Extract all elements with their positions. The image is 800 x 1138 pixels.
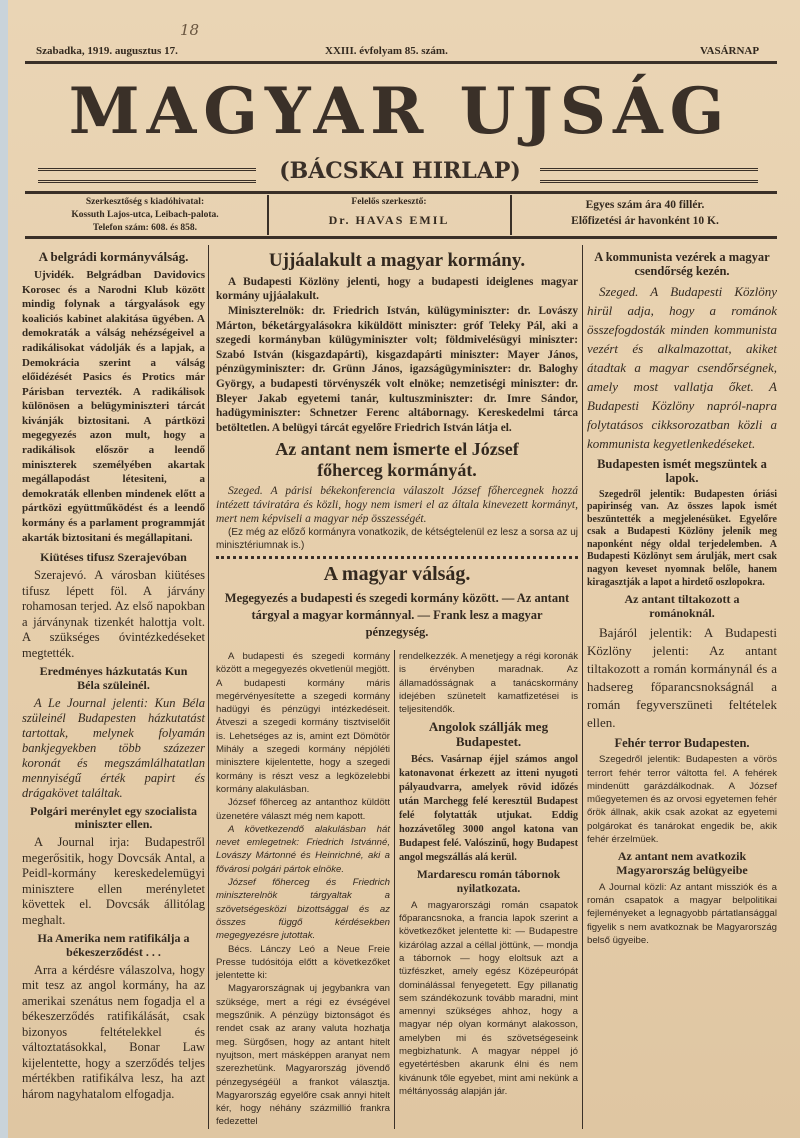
newspaper-subtitle: (BÁCSKAI HIRLAP) — [279, 158, 521, 184]
headline: Polgári merénylet egy szocialista miniszter ellen. — [30, 803, 197, 832]
article-typhus — [22, 551, 205, 661]
middle-column-b — [399, 650, 578, 1098]
article-body: József főherceg és Friedrich miniszterelnök tárgyaltak a szövetségesközi bizottsággal és az összes függő kérdésekben megegyezésre jutottak. — [216, 877, 390, 942]
headline: Budapesten ismét megszüntek a lapok. — [597, 456, 767, 486]
article-body: József főherceg az antanthoz küldött üzenetére választ még nem kapott. — [216, 797, 390, 822]
article-body: Arra a kérdésre válaszolva, hogy mit tesz az angol kormány, ha az amerikai szenátus nem fogadja el a békeszerződés ratifikálását, csak bizonyos feltételekkel és változtatásokkal, Bonar Law kijelentette, hogy a szerződés teljes mértékben ratifikálva lesz, ha azt három nagyhatalom elfogadja. — [22, 962, 205, 1101]
article-white-terror — [587, 736, 777, 846]
article-body: rendelkezzék. A menetjegy a régi koronák is érvényben maradnak. Az államadósságnak a tanácskormány idejében szünetelt kamatfizetései is teljesitendők. — [399, 651, 578, 716]
newspaper-title: MAGYAR UJSÁG — [68, 74, 732, 149]
price-subscription: Előfizetési ár havonként 10 K. — [571, 215, 719, 227]
article-kun-bela-search — [22, 665, 205, 801]
editor-name: Dr. HAVAS EMIL — [328, 213, 450, 227]
issue-volume: XXIII. évfolyam 85. szám. — [325, 45, 448, 57]
section-separator — [216, 556, 578, 559]
headline: Az antant tiltakozott a románoknál. — [624, 592, 740, 621]
article-entente-not-recognized — [216, 439, 578, 551]
ornament-rule-right — [540, 168, 758, 183]
masthead-bottom-rule — [25, 236, 777, 239]
article-body: Bécs. Lánczy Leó a Neue Freie Presse tudósitója előtt a következőket jelentette ki: — [216, 943, 390, 982]
middle-column-a — [216, 650, 390, 1129]
article-belgrade-crisis — [22, 250, 205, 545]
article-body: Szeged. A párisi békekonferencia válaszolt József főhercegnek hozzá intézett táviratára és közli, hogy nem ismeri el az általa kinevezett kormányt, mert nem képviseli a magyar nép összességét. — [216, 484, 578, 525]
article-body: A Journal irja: Budapestről megerősitik, hogy Dovcsák Antal, a Peidl-kormány kereskedelemügyi minisztere ellen merényletet követtek el. Dovcsák állitólag meghalt. — [22, 835, 205, 927]
headline: Mardarescu román tábornok nyilatkozata. — [416, 869, 561, 895]
middle-column-top — [216, 246, 578, 644]
headline: A kommunista vezérek a magyar csendőrség kezén. — [594, 250, 770, 279]
article-entente-nonintervention — [587, 850, 777, 947]
editor-info — [270, 196, 508, 227]
article-body: A Le Journal jelenti: Kun Béla szüleinél Budapesten házkutatást tartottak, melynek folyamán bankjegyekben több százezer koronát és megszámlálhatatlan mennyiségű érték papirt és drágakövet találtak. — [22, 695, 205, 800]
article-body: Szegedről jelentik: Budapesten a vörös terrort fehér terror váltotta fel. A fehérek mindenütt garázdálkodnak. A József műegyetemen és az orvosi egyetemen fehér őrök állnak, akik csak azokat az egyetemi polgárokat és tanárokat engedik be, akik fehér érzelmüek. — [587, 754, 777, 845]
scan-edge — [0, 0, 8, 1138]
article-body: Szegedről jelentik: Budapesten óriási papirinség van. Az összes lapok ismét beszüntették a megjelenésüket. Egyelőre csak a Budapesti Közlöny jelenik meg naponként négy oldal terjedelemben. A Budapesti Közlönyt sem árulják, mert csak nagyon keveset nyomnak belőle, hanem kiragasztják a lapot a hirdető oszlopokra. — [587, 488, 777, 588]
article-body: Miniszterelnök: dr. Friedrich István, külügyminiszter: dr. Lovászy Márton, béketárgyalásokra kiküldött miniszter: gróf Teleky Pál, aki a szegedi kormányban külügyminiszter volt; földmivelésügyi miniszter: Szabó István (kisgazdapárti), kisgazdapárti miniszter: Mayer János, pénzügyminiszter: dr. Grünn János, igazságügyminiszter: dr. Baloghy György, a budapesti törvényszék volt elnöke; nemzetiségi miniszter: dr. Bleyer Jakab egyetemi tanár, kultuszminiszter: dr. Imre Sándor, hadügyminiszter: Schnetzer Ferenc altábornagy. Kereskedelmi tárca betöltetlen. A belügyi tárcát egyelőre Friedrich István látja el. — [216, 305, 578, 434]
headline: A belgrádi kormányválság. — [38, 249, 189, 264]
article-body: Bajáról jelentik: A Budapesti Közlöny jelenti: Az antant tiltakozott a román kormánynál és a hadsereg főparancsnokságnál a román fegyverszüneti feltételek ellen. — [587, 624, 777, 730]
article-body: A Journal közli: Az antant missziók és a román csapatok a magyar belpolitikai fejleményeket a legnagyobb pártatlansággal figyelik s nem avatkoznak be Magyarország belső ügyeibe. — [587, 881, 777, 947]
masthead-rule — [25, 191, 777, 194]
article-body: Ujvidék. Belgrádban Davidovics Korosec és a Narodni Klub között mindig folynak a tárgyalások egy koaliciós kabinet alakitása ügyében. A demokraták a válság nehézségeivel a radikálisokat vádolják és a lapjak, a Demokrácia szerint a válság előidézését Pasics és Protics már Párisban tervezték. A radikálisok különösen a belügyminiszteri tárcát kivánják biztositani. A pártközi megegyezés azon mult, hogy a radikálisok először a leendő miniszterek személyében akartak megállapodást létesiteni, a demokraták ellenben mindenek előtt a pártközi együttműködést és a leendő kormány és a parlament programmját akarták biztositani és megállapitani. — [22, 268, 205, 544]
headline: A magyar válság. — [323, 562, 471, 585]
article-body: A budapesti és szegedi kormány között a megegyezés okvetlenül megjött. A budapesti kormány máris megérvényesítette a szegedi kormány hadügyi és pénzügyi intézkedéseit. Átveszi a szegedi kormány tisztviselőit is. Lehetséges az is, amint ezt Dömötör Mihály a szegedi kormány népjóléti minisztere kijelentette, hogy a szegedi kormány is részt vesz a legközelebbi kormány alakulásban. — [216, 651, 390, 795]
issue-date: Szabadka, 1919. augusztus 17. — [36, 45, 178, 57]
left-column — [22, 246, 205, 1102]
article-communist-leaders — [587, 250, 777, 453]
article-entente-protest — [587, 593, 777, 732]
price-info — [515, 197, 775, 229]
article-note: (Ez még az előző kormányra vonatkozik, de kétségtelenül ez lesz a sorsa az uj minisztériumnak is.) — [216, 526, 578, 551]
ornament-rule-left — [38, 168, 256, 183]
masthead-top-rule — [25, 61, 777, 64]
headline: Angolok szállják meg Budapestet. — [428, 719, 549, 750]
price-single: Egyes szám ára 40 fillér. — [585, 199, 705, 211]
headline: Ujjáalakult a magyar kormány. — [268, 250, 526, 271]
article-mardarescu — [399, 869, 578, 1098]
article-assassination — [22, 805, 205, 929]
headline: Az antant nem avatkozik Magyarország belügyeibe — [616, 849, 748, 878]
handwritten-date-correction: 18 — [180, 21, 200, 39]
right-column — [587, 246, 777, 947]
info-divider — [267, 195, 269, 235]
subheadline: Megegyezés a budapesti és szegedi kormány között. — Az antant tárgyal a magyar kormánnyal. — Frank lesz a magyar pénzegység. — [224, 590, 570, 639]
article-body: Szeged. A Budapesti Közlöny hirül adja, hogy a románok összefogdosták minden kommunista vezért és alkalmazottat, akiket átadtak a magyar csendőrségnek, amely most vallatja őket. A Budapesti Közlöny napról-napra folytatásos cikksorozatban közli a kommunista kegyetlenkedéseket. — [587, 283, 777, 451]
headline: Eredményes házkutatás Kun Béla szüleinél. — [39, 664, 188, 692]
headline: Ha Amerika nem ratifikálja a békeszerződést . . . — [37, 931, 190, 959]
article-body: A magyarországi román csapatok főparancsnoka, a francia lapok szerint a következőket jelentette ki: — Budapestre kizárólag azzal a céllal jöttünk, — mondja a tábornok — hogy eloltsuk azt a tüzfészket, amely egész Középeurópát dominálással fenyegetett. Egy pillanatig sem szándékozunk tovább maradni, mint amennyi szükséges ahhoz, hogy a magyar nép olyan kormányt alakosson, amelyben mi és szövetségeseink megbizhatunk. A magyar néppel jó egyetértésben akarunk élni és nem kivánunk tőle egyebet, mint ami nekünk a méltányosság alapján jár. — [399, 899, 578, 1097]
article-body: A következendő alakulásban hát nevet emlegetnek: Friedrich Istvánné, Lovászy Mártonné és Heinrichné, aki a fővárosi polgári pártok elnöke. — [216, 823, 390, 875]
article-lead: A Budapesti Közlöny jelenti, hogy a budapesti ideiglenes magyar kormány ujjáalakult. — [216, 275, 578, 303]
article-english-occupation — [399, 720, 578, 865]
headline: Az antant nem ismerte el József főherceg kormányát. — [275, 439, 519, 481]
article-body: Magyarországnak uj jegybankra van szüksége, mert a régi ez évségével megszűnik. A pénzügy biztonságot és rendet csak az arany valuta hozhatja meg. Sürgősen, hogy az antant hitelt nyujtson, mert másképpen aranyat nem szerezhetünk. Magyarország jövendő pénzegységéül a frankot választja. Magyarország egyelőre csak annyi hitelt kér, hogy néhány százmillió frankra fedezettel — [216, 983, 390, 1128]
issue-weekday: VASÁRNAP — [700, 45, 760, 57]
column-divider — [582, 245, 583, 1129]
headline: Fehér terror Budapesten. — [614, 735, 750, 750]
article-body: Bécs. Vasárnap éjjel számos angol katonavonat érkezett az itteni nyugoti pályaudvarra, amelyek rövid időzés után Marchegg felé keresztül Budapest felé folytatták utjukat. Eddig hozzávetőleg 3000 angol katona van Budapest felé. Valószinű, hogy Budapest angol megszállás alá kerül. — [399, 754, 578, 864]
article-papers-shut — [587, 457, 777, 590]
article-america-ratification — [22, 932, 205, 1102]
office-phone: Telefon szám: 608. és 858. — [92, 223, 198, 233]
article-new-government — [216, 250, 578, 435]
info-divider — [510, 195, 512, 235]
headline: Kiütéses tifusz Szerajevóban — [40, 550, 187, 565]
editor-label: Felelős szerkesztő: — [351, 197, 427, 207]
office-address: Kossuth Lajos-utca, Leibach-palota. — [71, 210, 219, 220]
column-divider — [208, 245, 209, 1129]
column-divider — [394, 650, 395, 1129]
office-label: Szerkesztőség s kiadóhivatal: — [85, 197, 205, 207]
article-body: Szerajevó. A városban kiütéses tifusz lépett föl. A járvány rohamosan terjed. Az első napokban a járványnak tizenkét halottja volt. A szükséges óvintézkedéseket megtették. — [22, 568, 205, 660]
office-info — [25, 196, 265, 235]
